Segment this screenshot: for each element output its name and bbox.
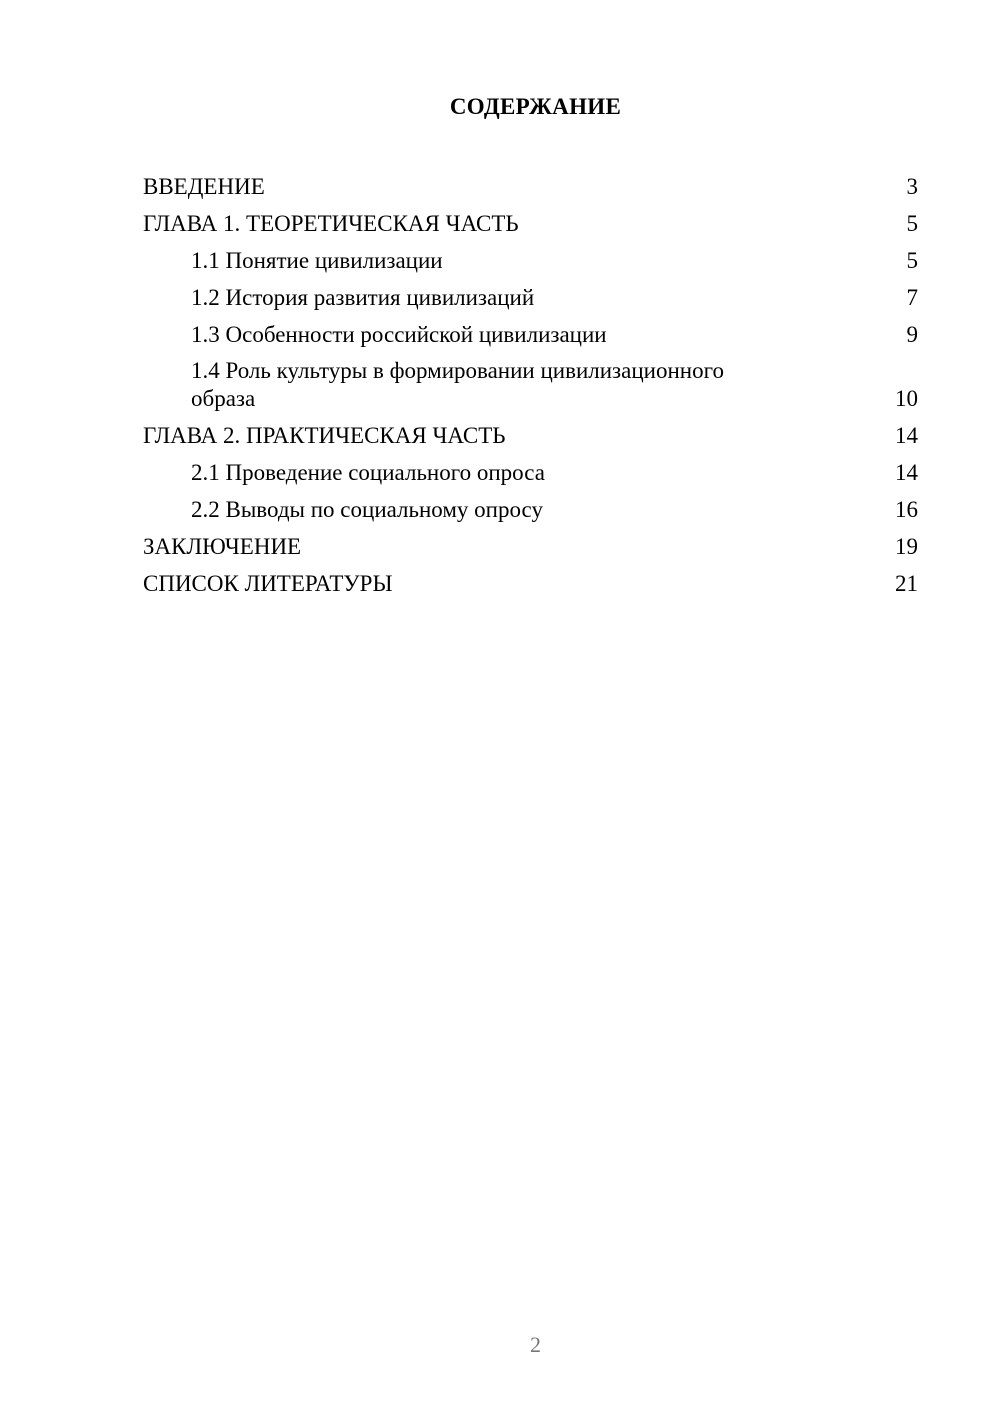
toc-entry-page: 19 xyxy=(895,534,918,559)
toc-entry-section-2-1 xyxy=(143,454,918,491)
toc-entry-label: 1.1 Понятие цивилизации xyxy=(191,248,443,273)
toc-entry-introduction xyxy=(143,168,918,205)
toc-entry-label: ГЛАВА 2. ПРАКТИЧЕСКАЯ ЧАСТЬ xyxy=(143,423,506,448)
toc-entry-section-1-1 xyxy=(143,242,918,279)
toc-entry-label: 2.1 Проведение социального опроса xyxy=(191,460,545,485)
toc-entry-label: 1.2 История развития цивилизаций xyxy=(191,285,535,310)
toc-title: СОДЕРЖАНИЕ xyxy=(449,94,622,119)
toc-entry-section-2-2 xyxy=(143,491,918,528)
toc-entry-page: 3 xyxy=(906,174,918,199)
toc-entry-page: 10 xyxy=(895,386,918,411)
toc-entry-page: 14 xyxy=(895,460,918,485)
toc-entry-label: 1.3 Особенности российской цивилизации xyxy=(191,322,607,347)
toc-entry-chapter-2 xyxy=(143,417,918,454)
toc-entry-page: 21 xyxy=(895,571,918,596)
toc-entry-label: 1.4 Роль культуры в формировании цивилизационного образа xyxy=(191,358,724,411)
toc-entry-label: ВВЕДЕНИЕ xyxy=(143,174,265,199)
toc-entry-page: 14 xyxy=(895,423,918,448)
toc-entry-label: 2.2 Выводы по социальному опросу xyxy=(191,497,543,522)
toc-entry-page: 16 xyxy=(895,497,918,522)
toc-entry-label: ГЛАВА 1. ТЕОРЕТИЧЕСКАЯ ЧАСТЬ xyxy=(143,211,519,236)
toc-entry-references xyxy=(143,565,918,602)
toc-entry-section-1-2 xyxy=(143,279,918,316)
toc-entry-page: 5 xyxy=(906,211,918,236)
table-of-contents xyxy=(143,168,918,602)
toc-entry-section-1-4 xyxy=(143,353,918,417)
toc-entry-label: СПИСОК ЛИТЕРАТУРЫ xyxy=(143,571,393,596)
toc-entry-conclusion xyxy=(143,528,918,565)
page-number: 2 xyxy=(530,1332,541,1357)
toc-entry-section-1-3 xyxy=(143,316,918,353)
toc-entry-page: 5 xyxy=(906,248,918,273)
toc-entry-page: 9 xyxy=(906,322,918,347)
toc-entry-chapter-1 xyxy=(143,205,918,242)
toc-entry-label: ЗАКЛЮЧЕНИЕ xyxy=(143,534,302,559)
toc-entry-page: 7 xyxy=(906,285,918,310)
